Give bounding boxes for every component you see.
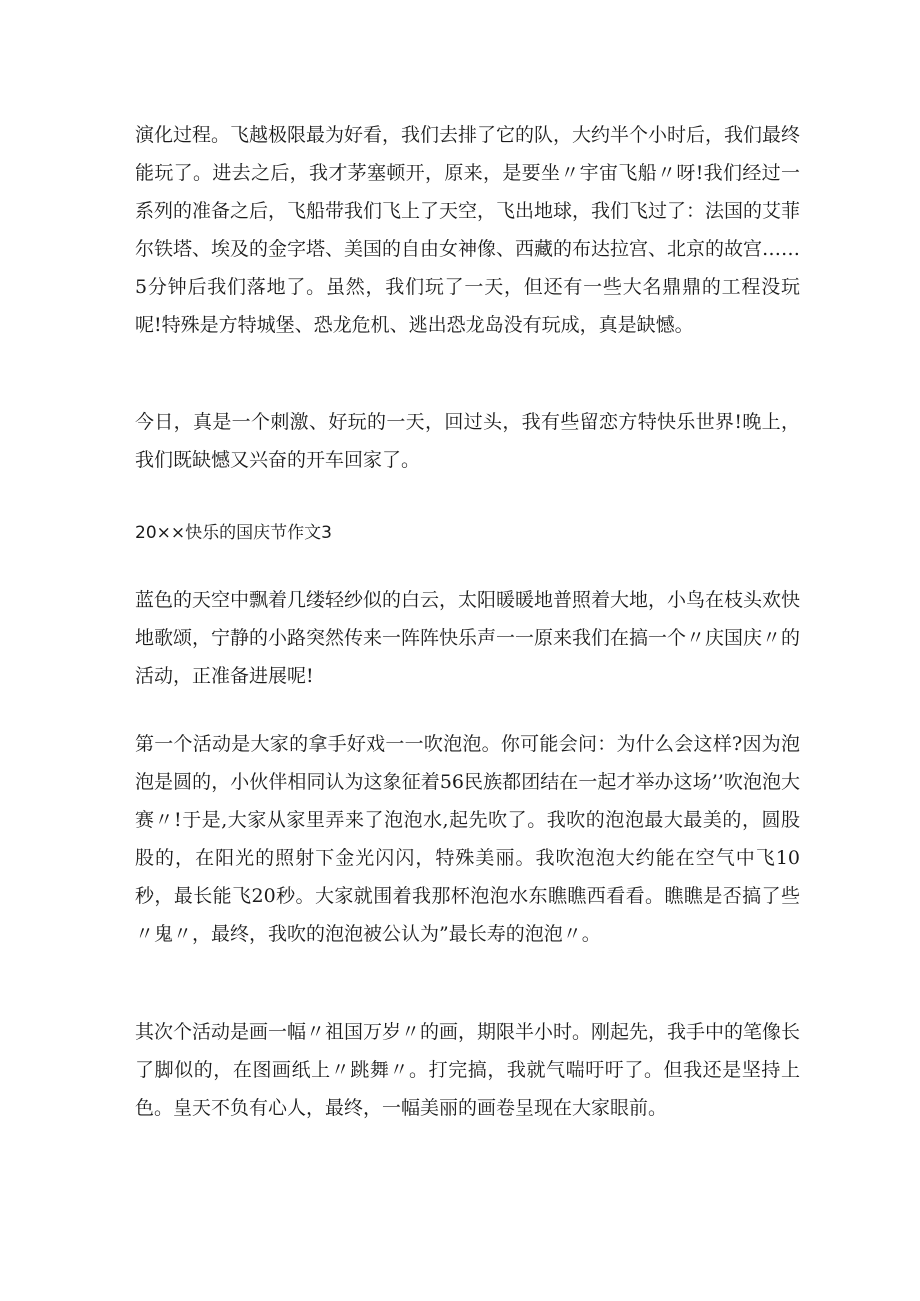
- paragraph-day-summary: 今日，真是一个刺激、好玩的一天，回过头，我有些留恋方特快乐世界!晚上，我们既缺憾又兴奋的开车回家了。: [135, 411, 800, 471]
- section-heading: 20××快乐的国庆节作文3: [135, 523, 332, 543]
- paragraph-blue-sky: 蓝色的天空中飘着几缕轻纱似的白云，太阳暖暖地普照着大地，小鸟在枝头欢快地歌颂，宁静的小路突然传来一阵阵快乐声一一原来我们在搞一个〃庆国庆〃的活动，正准备进展呢!: [135, 589, 801, 687]
- paragraph-painting-activity: 其次个活动是画一幅〃祖国万岁〃的画，期限半小时。刚起先，我手中的笔像长了脚似的，在图画纸上〃跳舞〃。打完搞，我就气喘吁吁了。但我还是坚持上色。皇天不负有心人，最终，一幅美丽的画卷呈现在大家眼前。: [135, 1021, 801, 1119]
- paragraph-bubble-activity: 第一个活动是大家的拿手好戏一一吹泡泡。你可能会问：为什么会这样?因为泡泡是圆的，小伙伴相同认为这象征着56民族都团结在一起才举办这场’’吹泡泡大赛〃!于是,大家从家里弄来了泡泡水,起先吹了。我吹的泡泡最大最美的，圆股股的，在阳光的照射下金光闪闪，特殊美丽。我吹泡泡大约能在空气中飞10秒，最长能飞20秒。大家就围着我那杯泡泡水东瞧瞧西看看。瞧瞧是否搞了些〃鬼〃，最终，我吹的泡泡被公认为”最长寿的泡泡〃。: [135, 733, 800, 945]
- paragraph-theme-park-ending: 演化过程。飞越极限最为好看，我们去排了它的队，大约半个小时后，我们最终能玩了。进去之后，我才茅塞顿开，原来，是要坐〃宇宙飞船〃呀!我们经过一系列的准备之后，飞船带我们飞上了天空，飞出地球，我们飞过了：法国的艾菲尔铁塔、埃及的金字塔、美国的自由女神像、西藏的布达拉宫、北京的故宫……5分钟后我们落地了。虽然，我们玩了一天，但还有一些大名鼎鼎的工程没玩呢!特殊是方特城堡、恐龙危机、逃出恐龙岛没有玩成，真是缺憾。: [135, 124, 801, 336]
